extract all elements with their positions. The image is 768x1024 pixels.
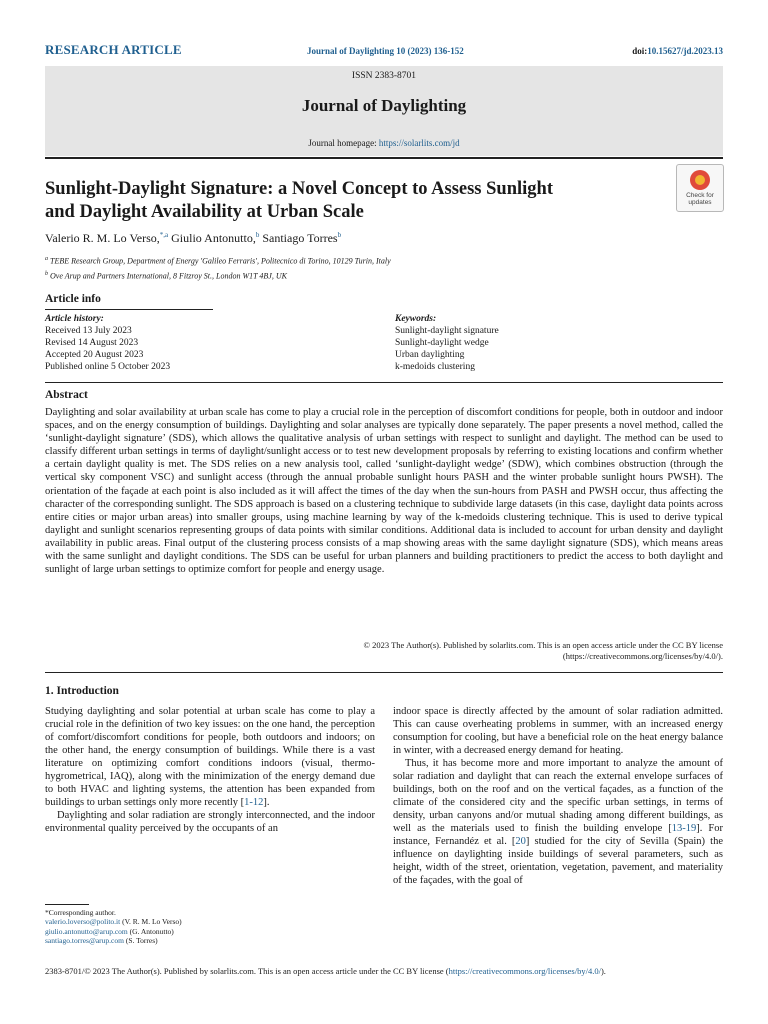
history-item: Accepted 20 August 2023 <box>45 350 144 360</box>
body-column-left <box>45 705 375 835</box>
author-affiliation-link[interactable]: b <box>337 231 342 239</box>
abstract-text: Daylighting and solar availability at urban scale has come to play a crucial role in the perception of discomfort conditions for people, both in outdoor and indoor spaces, and on the energy consumption of buildings. Daylighting and solar analyses are typically done separately. The paper presents a novel method, called the ‘sunlight-daylight signature’ (SDS), which allows the qualitative analysis of urban settings with respect to sunlight and daylight. The method can be used to classify different urban settings in terms of daylight/sunlight access or to test new development proposals by referring to existing locations and confirm whether a certain daylight quality is met. The SDS relies on a new analysis tool, called ‘sunlight-daylight wedge’ (SDW), which combines obstruction (through the vertical sky component VSC) and sunlight access (through the annual probable sunlight hours PASH and the winter probable sunlight hours PWSH). The orientation of the façade at each point is also included as it will affect the times of the day when the sun-hours from PASH and PWSH occur, thus affecting the character of the corresponding sunlight. The SDS approach is based on a clustering technique to subdivide large datasets (in this case, daylight data points across entire cities or major urban areas) into smaller groups, using machine learning by way of the k-medoids clustering technique. This is used to derive typical daylight and sunlight scenarios representing groups of data points with similar conditions. Additional data is included to account for urban density and daylight availability in public areas. Final output of the clustering process consists of a map showing areas with the same daylight signature (SDS), which means areas with the same sunlight and daylight conditions. The SDS can be useful for urban planners and building practitioners to predict the access to both daylight and sunlight of large urban settings to optimize comfort for people and energy usage. <box>45 407 723 576</box>
journal-banner <box>45 66 723 156</box>
paragraph: Daylighting and solar radiation are strongly interconnected, and the indoor environmental quality perceived by the occupants of an <box>45 810 375 834</box>
paragraph: Studying daylighting and solar potential at urban scale has come to play a crucial role in the definition of two key issues: on the one hand, the perception of comfort/discomfort conditions for people, both outdoors and indoors; on the other hand, the energy consumption of buildings. While there is a vast literature on optimizing comfort conditions indoors (visual, thermo-hygrometrical, IAQ), along with the minimization of the energy demand due to both HVAC and lighting systems, the attention has been expanded from buildings to urban settings only more recently [1-12]. <box>45 706 375 808</box>
paragraph: Thus, it has become more and more important to analyze the amount of solar radiation and daylight that can reach the external envelope surfaces of buildings, both on the roof and on the vertical façades, as a function of the climate of the considered city and the specific urban settings, in terms of density, urban canyons and/or mutual shading among different buildings, as well as the materials used to finish the building envelope [13-19]. For instance, Fernandéz et al. [20] studied for the city of Sevilla (Spain) the influence on daylighting inside buildings of several parameters, such as height, width of the street, orientation, vegetation, pavement, and materiality of the façades, with the goal of <box>393 758 723 886</box>
history-item: Revised 14 August 2023 <box>45 338 139 348</box>
author-name: Santiago Torres <box>259 231 338 245</box>
affiliation: $^b$ Ove Arup and Partners International, 8 Fitzroy St., London W1T 4BJ, UK <box>45 271 287 281</box>
paragraph: indoor space is directly affected by the amount of solar radiation admitted. This can cause overheating problems in summer, with an increased energy consumption for cooling, but have a beneficial role on the heat energy balance in winter, with a decreased energy demand for heating. <box>393 706 723 756</box>
introduction-heading: 1. Introduction <box>45 685 119 697</box>
doi-link[interactable]: 10.15627/jd.2023.13 <box>647 46 723 56</box>
homepage-link[interactable]: https://solarlits.com/jd <box>378 138 460 148</box>
citation-link[interactable]: 20 <box>515 836 526 847</box>
citation-link[interactable]: 1-12 <box>244 797 264 808</box>
page-footer: 2383-8701/© 2023 The Author(s). Published by solarlits.com. This is an open access article under the CC BY license (https://creativecommons.org/licenses/by/4.0/). <box>45 966 606 976</box>
issn: ISSN 2383-8701 <box>351 71 417 81</box>
abstract-divider <box>45 672 723 673</box>
article-info-bottom-divider <box>45 382 723 383</box>
crossmark-icon <box>690 170 710 190</box>
history-item: Received 13 July 2023 <box>45 326 132 336</box>
keyword-item: Sunlight-daylight wedge <box>395 338 489 348</box>
journal-header <box>45 44 723 60</box>
license-link[interactable]: https://creativecommons.org/licenses/by/4.0/ <box>448 966 601 976</box>
citation-link[interactable]: 13-19 <box>671 823 697 834</box>
footnotes: *Corresponding author. valerio.loverso@polito.it (V. R. M. Lo Verso) giulio.antonutto@arup.com (G. Antonutto) santiago.torres@arup.com (S. Torres) <box>45 908 182 946</box>
keywords: Keywords: Sunlight-daylight signature Sunlight-daylight wedge Urban daylighting k-medoids clustering <box>395 314 499 372</box>
body-column-right <box>393 705 723 887</box>
affiliation: $^a$ TEBE Research Group, Department of Energy 'Galileo Ferraris', Politecnico di Torino, 10129 Turin, Italy <box>45 256 391 266</box>
email-link[interactable]: giulio.antonutto@arup.com <box>45 926 128 936</box>
keyword-item: k-medoids clustering <box>395 362 475 372</box>
author-name: Giulio Antonutto, <box>168 231 256 245</box>
author-affiliation-link[interactable]: *,a <box>159 231 169 239</box>
journal-homepage: Journal homepage: https://solarlits.com/jd <box>308 138 460 148</box>
journal-title: Journal of Daylighting <box>301 96 467 115</box>
check-for-updates-button[interactable]: Check for updates <box>676 164 724 212</box>
article-history: Article history: Received 13 July 2023 Revised 14 August 2023 Accepted 20 August 2023 Published online 5 October 2023 <box>45 314 171 372</box>
author-affiliation-link[interactable]: b <box>255 231 260 239</box>
history-item: Published online 5 October 2023 <box>45 362 171 372</box>
copyright-notice: © 2023 The Author(s). Published by solarlits.com. This is an open access article under the CC BY license (https://creativecommons.org/licenses/by/4.0/). <box>363 640 723 661</box>
header-divider <box>45 157 723 159</box>
doi[interactable]: doi:10.15627/jd.2023.13 <box>632 46 723 56</box>
email-link[interactable]: santiago.torres@arup.com <box>45 936 124 946</box>
footnote-divider <box>45 904 89 905</box>
article-info-divider <box>45 309 213 310</box>
author-list <box>45 231 341 246</box>
journal-reference[interactable]: Journal of Daylighting 10 (2023) 136-152 <box>307 46 464 56</box>
article-info-heading: Article info <box>45 293 101 305</box>
keyword-item: Sunlight-daylight signature <box>395 326 499 336</box>
article-title: Sunlight-Daylight Signature: a Novel Concept to Assess Sunlight and Daylight Availability at Urban Scale <box>45 179 553 222</box>
article-type-label: RESEARCH ARTICLE <box>45 42 182 57</box>
email-link[interactable]: valerio.loverso@polito.it <box>45 917 121 927</box>
abstract-heading: Abstract <box>45 389 88 401</box>
author-name: Valerio R. M. Lo Verso, <box>45 231 160 245</box>
keyword-item: Urban daylighting <box>395 350 465 360</box>
